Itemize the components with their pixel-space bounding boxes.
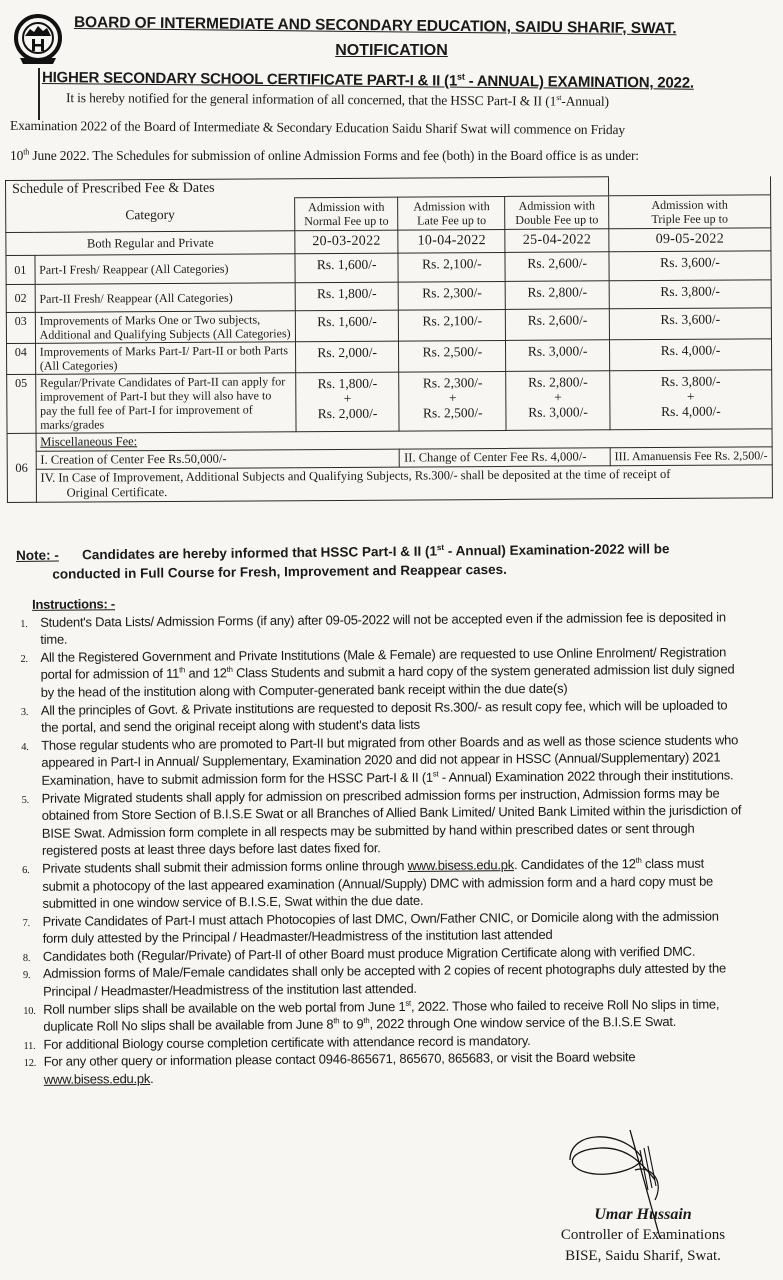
fee-normal: Rs. 1,800/- (295, 282, 399, 311)
col-header-line: Admission with (518, 198, 596, 213)
list-item (22, 854, 742, 912)
note-label: Note: - (16, 547, 59, 563)
signatory-office: BISE, Saidu Sharif, Swat. (565, 1248, 721, 1264)
row-description: Part-I Fresh/ Reappear (All Categories) (35, 254, 295, 285)
col-header-line: Double Fee up to (515, 212, 599, 227)
fee-part1: Rs. 3,000/- (528, 404, 588, 420)
fee-normal: Rs. 2,000/- (295, 341, 399, 373)
col-header-line: Admission with (651, 197, 728, 213)
row-number: 02 (6, 284, 35, 312)
fee-part1: Rs. 4,000/- (661, 403, 721, 419)
date-double: 25-04-2022 (505, 229, 609, 253)
item-sup: st (405, 998, 411, 1008)
item-text: Class Students and submit a hard copy of the system generated admission list duly signed by the head of the institution along with Computer-generated bank receipt within the due date(s) (40, 661, 735, 700)
signatory-title: Controller of Examinations (560, 1227, 726, 1243)
intro-sup: th (23, 147, 30, 157)
list-item (23, 995, 743, 1036)
item-number: 9. (22, 970, 31, 982)
fee-late (399, 371, 506, 431)
table-row (6, 308, 771, 344)
note-text-line2: conducted in Full Course for Fresh, Improvement and Reappear cases. (52, 561, 507, 582)
row-number: 01 (6, 255, 35, 284)
date-late: 10-04-2022 (398, 229, 505, 253)
item-number: 7. (22, 917, 30, 929)
exam-title-text: HIGHER SECONDARY SCHOOL CERTIFICATE PART-I & II (1 (41, 69, 458, 90)
row-description: Improvements of Marks One or Two subjects, Additional and Qualifying Subjects (All Categories) (35, 311, 295, 344)
fee-triple: Rs. 3,600/- (609, 251, 771, 281)
item-text: and 12 (185, 665, 227, 682)
fee-part2: Rs. 2,300/- (422, 375, 483, 391)
table-header-row (6, 195, 771, 233)
fee-double: Rs. 2,800/- (506, 281, 610, 310)
fee-triple: Rs. 3,600/- (609, 308, 771, 340)
item-sup: th (179, 665, 186, 675)
fee-late: Rs. 2,300/- (399, 281, 506, 310)
item-sup: st (432, 769, 439, 779)
exam-title-text-end: - ANNUAL) EXAMINATION, 2022. (464, 72, 694, 92)
item-text: Student's Data Lists/ Admission Forms (if any) after 09-05-2022 will not be accepted even if the admission fee is deposited in time. (40, 609, 726, 648)
fee-normal: Rs. 1,600/- (295, 310, 399, 342)
table-row (7, 370, 772, 434)
item-text: , 2022 through One window service of the B.I.S.E Swat. (369, 1014, 677, 1032)
row-description: Improvements of Marks Part-I/ Part-II or both Parts (All Categories) (35, 342, 295, 375)
fee-part2: Rs. 1,800/- (317, 375, 378, 392)
board-heading: BOARD OF INTERMEDIATE AND SECONDARY EDUCATION, SAIDU SHARIF, SWAT. (73, 14, 677, 38)
item-sup: th (333, 1016, 340, 1026)
list-item (24, 1048, 744, 1089)
col-header-line: Normal Fee up to (304, 213, 389, 229)
item-number: 1. (20, 618, 28, 630)
row-number: 03 (6, 312, 35, 343)
fee-part1: Rs. 2,000/- (317, 405, 378, 422)
misc-item-improvement-certificate (36, 465, 773, 502)
fee-schedule-table (5, 175, 773, 503)
plus-sign: + (554, 389, 562, 405)
note-section (16, 538, 746, 584)
fee-normal: Rs. 1,600/- (295, 253, 399, 283)
plus-sign: + (448, 390, 457, 406)
item-number: 8. (22, 952, 31, 964)
board-logo-icon (8, 12, 68, 70)
table-row (6, 339, 771, 375)
list-item (21, 731, 741, 789)
intro-line-1 (66, 90, 609, 110)
item-text: Roll number slips shall be available on the web portal from June 1 (43, 998, 406, 1017)
fee-normal (296, 372, 400, 432)
item-text: , 2022. Those who failed to receive Roll No slips in time, duplicate Roll No slips shall be available from June 8 (43, 996, 720, 1035)
item-number: 3. (20, 706, 29, 718)
table-title: Schedule of Prescribed Fee & Dates (6, 177, 609, 200)
col-header-triple (609, 195, 771, 229)
item-text: Admission forms of Male/Female candidates shall only be accepted with 2 copies of recent photographs duly attested by the Principal / Headmaster/Headmistress of the institution last attended. (42, 960, 726, 999)
misc-fee-heading: Miscellaneous Fee: (36, 429, 772, 451)
misc-item-amanuensis: III. Amanuensis Fee Rs. 2,500/- (610, 447, 772, 466)
list-item (20, 643, 740, 701)
plus-sign: + (343, 390, 352, 406)
intro-text: 10 (10, 148, 24, 163)
instructions-section (20, 590, 744, 1088)
row-description: Regular/Private Candidates of Part-II can apply for improvement of Part-I but they will also have to pay the full fee of Part-I for improvement of marks/grades (35, 373, 296, 434)
margin-line (38, 68, 40, 120)
signature-block (528, 1204, 758, 1267)
intro-sup: st (556, 93, 562, 103)
item-text: Candidates both (Regular/Private) of Part-II of other Board must produce Migration Certificate along with verified DMC. (42, 943, 696, 964)
intro-text: June 2022. The Schedules for submission of online Admission Forms and fee (both) in the Board office is as under: (29, 148, 639, 163)
col-header-line: Admission with (308, 199, 385, 215)
item-text: Private Candidates of Part-I must attach Photocopies of last DMC, Own/Father CNIC, or Domicile along with the admission form duly attested by the Principal / Headmaster/Headmistress of the institution last attended (42, 908, 719, 947)
fee-double: Rs. 3,000/- (506, 340, 610, 372)
item-text: . Candidates of the 12 (513, 856, 636, 873)
item-text: For additional Biology course completion certificate with attendance record is mandatory. (43, 1032, 531, 1052)
item-number: 6. (22, 864, 30, 876)
intro-text: -Annual) (561, 93, 609, 109)
instructions-heading: Instructions: - (32, 596, 116, 612)
item-number: 2. (20, 653, 28, 665)
fee-part1: Rs. 2,500/- (422, 405, 483, 421)
item-text: Those regular students who are promoted to Part-II but migrated from other Boards and as well as those science students who appeared in Part-I in Annual/ Supplementary, Examination 2020 and did not appear in HSSC (Annual/Supplementary) 2021 Examination, have to submit admission form for the HSSC Part-I & II (1 (41, 732, 739, 788)
website-link[interactable]: www.bisess.edu.pk (407, 857, 514, 873)
fee-triple (610, 370, 772, 430)
col-header-line: Triple Fee up to (651, 211, 729, 227)
fee-late: Rs. 2,500/- (399, 340, 506, 372)
row-number: 05 (7, 374, 36, 433)
notification-heading: NOTIFICATION (335, 42, 448, 59)
item-number: 5. (21, 794, 30, 806)
misc-item4-line: Original Certificate. (66, 485, 168, 500)
list-item (22, 907, 742, 948)
plus-sign: + (686, 388, 695, 404)
col-header-double (505, 196, 609, 230)
exam-title-sup: st (457, 71, 465, 82)
row-number: 06 (7, 433, 36, 502)
list-item (23, 960, 743, 1001)
item-text: All the principles of Govt. & Private institutions are requested to deposit Rs.300/- as result copy fee, which will be uploaded to the portal, and send the original receipt along with student's data lists (40, 697, 728, 735)
item-number: 4. (21, 741, 29, 753)
intro-text: It is hereby notified for the general information of all concerned, that the HSSC Part-I & II (1 (65, 90, 557, 109)
item-text: Private Migrated students shall apply for admission on prescribed admission forms per instruction, Admission forms may be obtained from Store Section of B.I.S.E Swat or all Branches of Allied Bank Limited/ United Bank Limited within the jurisdiction of BISE Swat. Admission form complete in all respects may be submitted by hand within prescribed dates or sent through registered posts at least three days before last dates fixed for. (41, 785, 742, 859)
item-text: class must submit a photocopy of the last appeared examination (Annual/Supply) DMC with admission form and a hard copy must be submitted in one window service of B.I.S.E, Swat within the due date. (42, 855, 714, 911)
item-number: 11. (23, 1040, 36, 1052)
misc-item4-line: IV. In Case of Improvement, Additional Subjects and Qualifying Subjects, Rs.300/- shall be deposited at the time of receipt of (40, 466, 671, 485)
signatory-name: Umar Hussain (594, 1206, 692, 1223)
item-sup: th (363, 1016, 370, 1026)
fee-late: Rs. 2,100/- (398, 252, 505, 282)
item-sup: th (226, 665, 233, 675)
col-header-normal (294, 197, 398, 231)
both-regular-private-label: Both Regular and Private (6, 231, 295, 256)
note-text: Candidates are hereby informed that HSSC Part-I & II (1 (82, 543, 437, 563)
misc-item-creation-center: I. Creation of Center Fee Rs.50,000/- (36, 449, 400, 469)
item-sup: th (635, 855, 642, 865)
list-item (22, 784, 743, 860)
fee-double: Rs. 2,600/- (505, 252, 609, 282)
misc-item-change-center: II. Change of Center Fee Rs. 4,000/- (400, 448, 611, 467)
item-text: For any other query or information please contact 0946-865671, 865670, 865683, or visit the Board website (43, 1049, 636, 1070)
website-link[interactable]: www.bisess.edu.pk (43, 1071, 151, 1087)
item-text: All the Registered Government and Private Institutions (Male & Female) are requested to use Online Enrolment/ Registration portal for admission of 11 (40, 644, 727, 683)
col-header-late (398, 196, 505, 230)
table-title-blank (608, 176, 770, 196)
col-header-line: Late Fee up to (417, 213, 487, 228)
col-header-line: Admission with (413, 199, 490, 214)
note-sup: st (436, 543, 445, 553)
intro-line-3 (10, 148, 639, 164)
instructions-list (20, 608, 744, 1089)
item-text: to 9 (339, 1016, 364, 1032)
row-description: Part-II Fresh/ Reappear (All Categories) (35, 283, 295, 313)
item-text: Private students shall submit their admission forms online through (42, 857, 408, 876)
fee-part2: Rs. 2,800/- (528, 374, 588, 390)
fee-part2: Rs. 3,800/- (660, 373, 721, 389)
item-text: . (150, 1070, 154, 1087)
fee-double (506, 371, 610, 431)
list-item (20, 608, 740, 649)
fee-double: Rs. 2,600/- (506, 309, 610, 341)
date-normal: 20-03-2022 (295, 230, 399, 254)
intro-line-2: Examination 2022 of the Board of Intermediate & Secondary Education Saidu Sharif Swat will commence on Friday (9, 117, 626, 138)
list-item (21, 696, 741, 737)
note-text: - Annual) Examination-2022 will be (444, 541, 670, 559)
item-number: 12. (23, 1058, 37, 1070)
row-number: 04 (6, 343, 35, 374)
misc-item4-row (7, 465, 772, 503)
item-number: 10. (23, 1005, 36, 1017)
table-row (6, 251, 771, 285)
fee-triple: Rs. 4,000/- (609, 339, 771, 371)
date-triple: 09-05-2022 (609, 228, 771, 252)
exam-title (42, 69, 694, 92)
fee-triple: Rs. 3,800/- (609, 280, 771, 309)
fee-late: Rs. 2,100/- (399, 309, 506, 341)
item-text: - Annual) Examination 2022 through their institutions. (438, 767, 734, 785)
category-header: Category (6, 198, 295, 233)
